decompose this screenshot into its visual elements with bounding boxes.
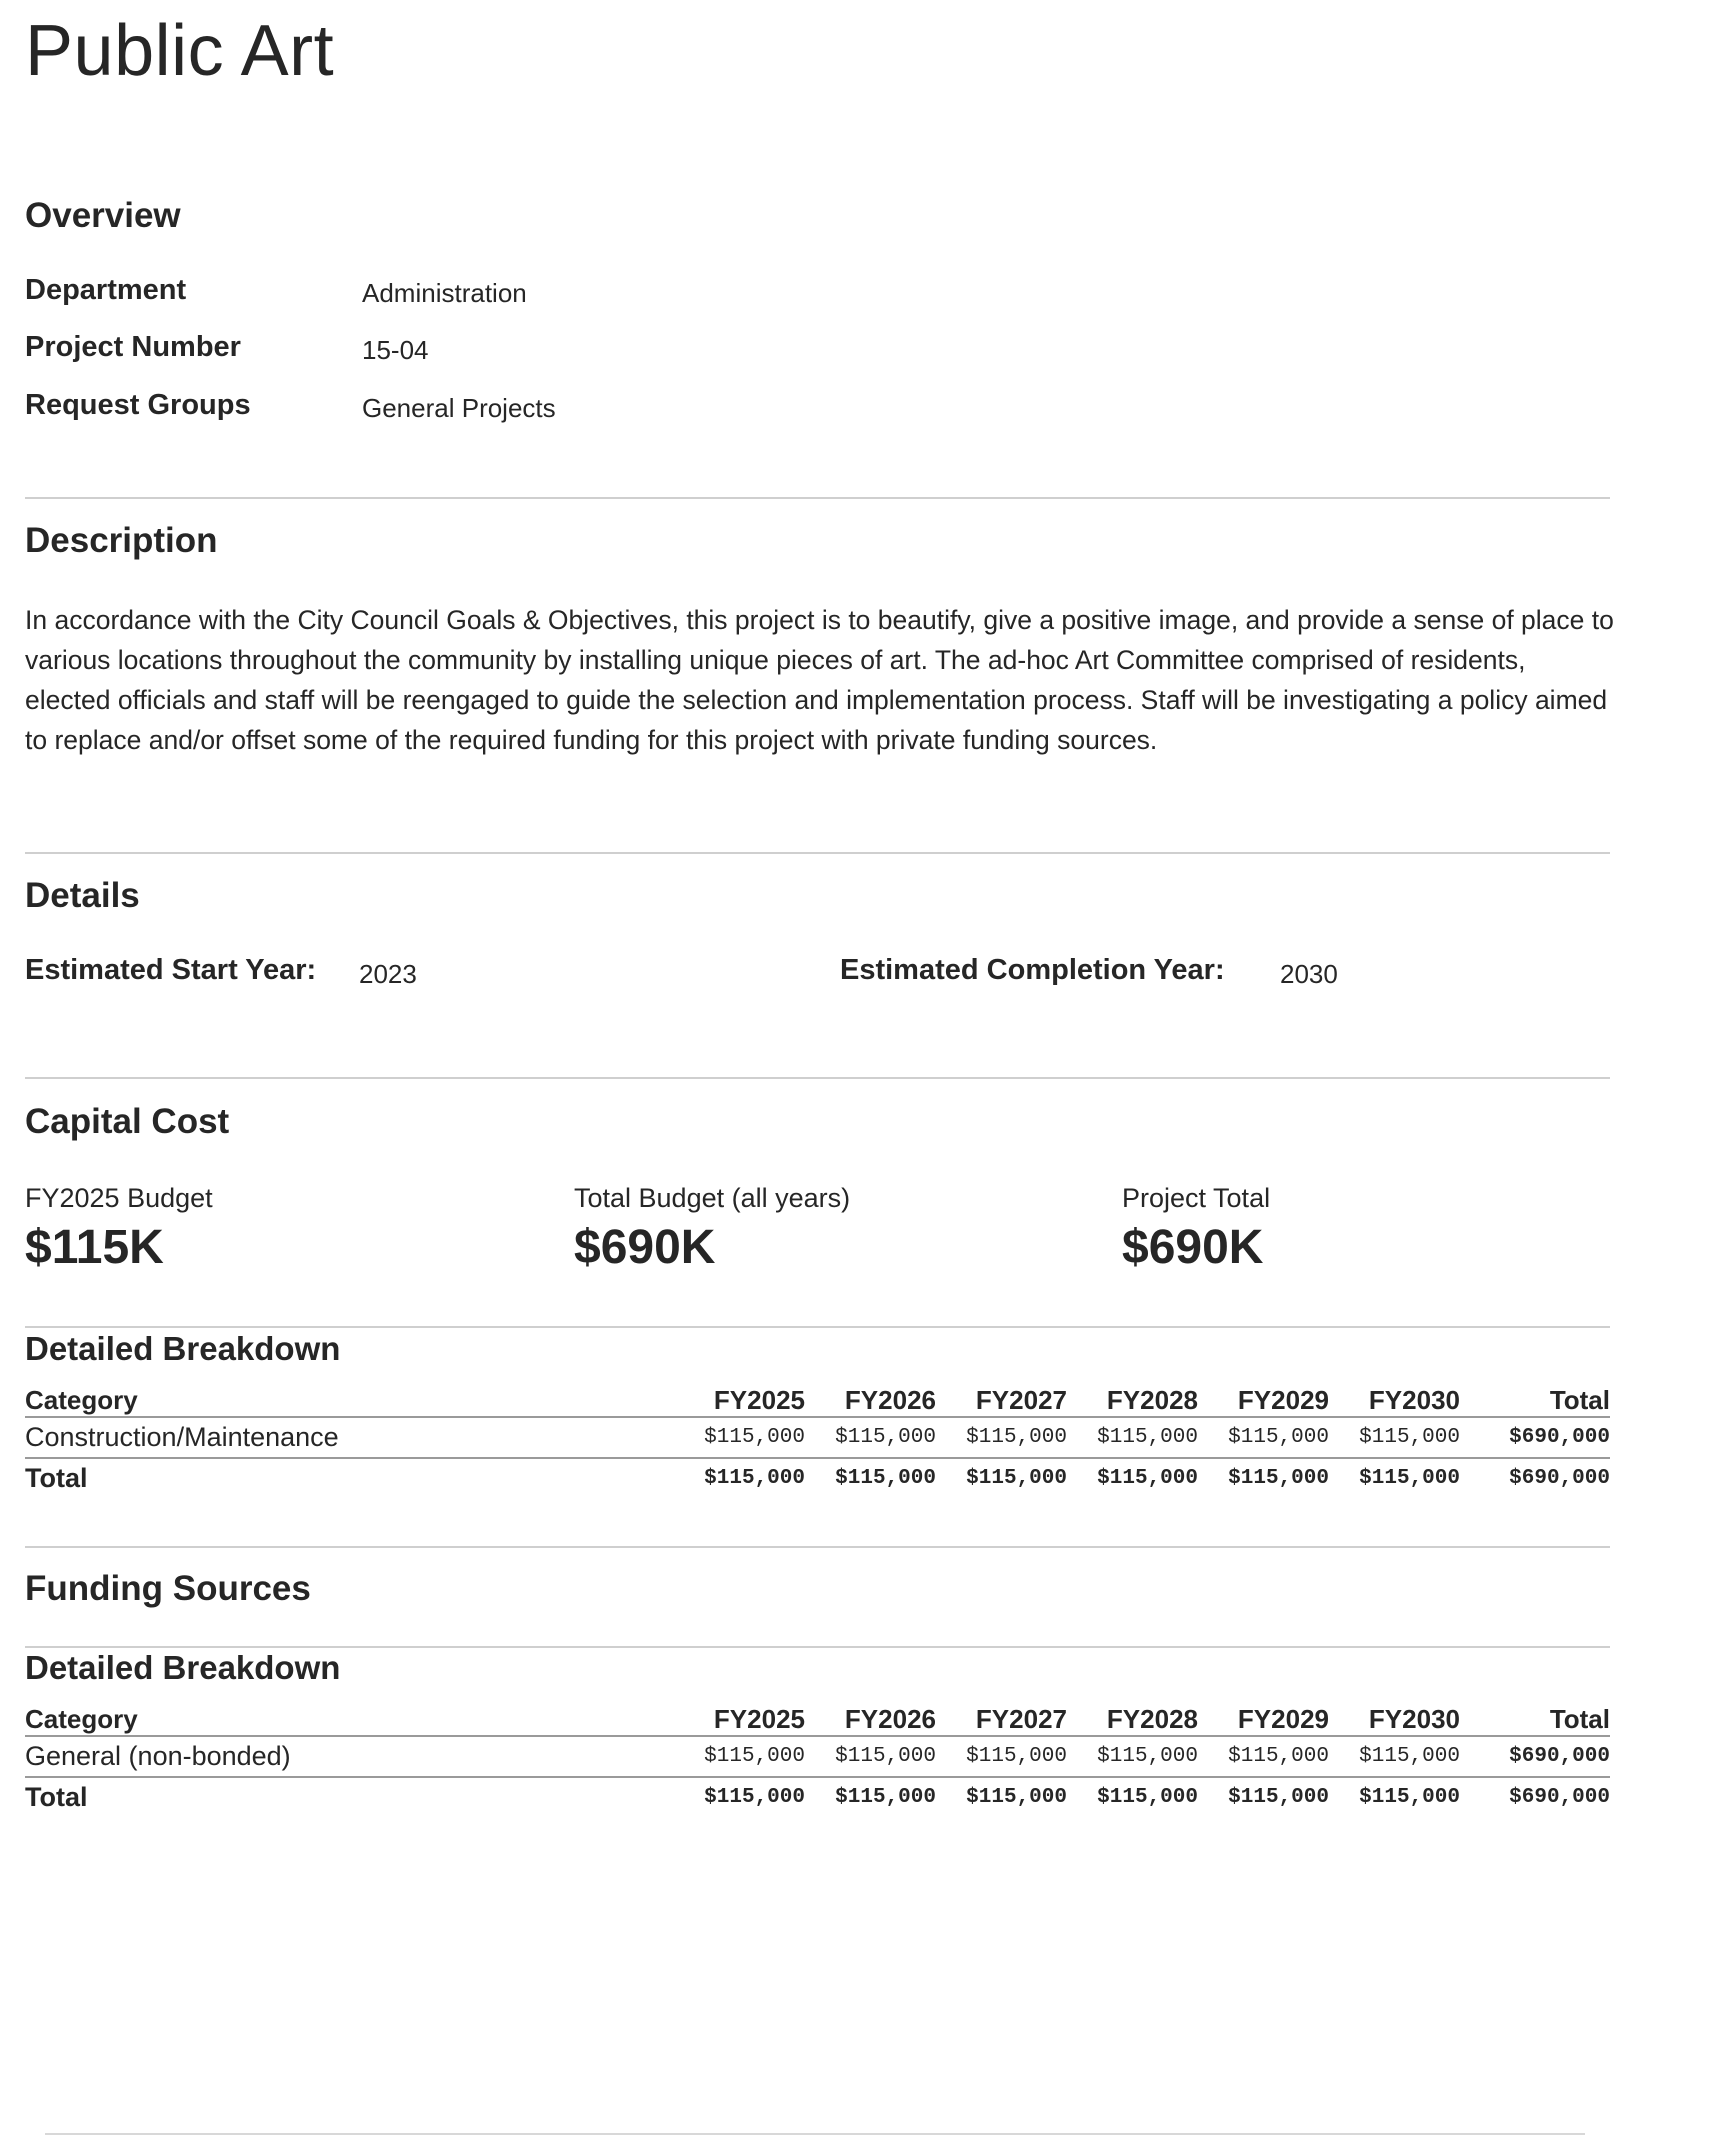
table-header-row [25,1380,1610,1417]
funding-breakdown-title: Detailed Breakdown [25,1649,341,1686]
table-cell: $115,000 [1067,1417,1198,1458]
capital-cost-heading: Capital Cost [25,1102,230,1141]
project-total-label: Project Total [1122,1183,1271,1213]
table-cell: Total [25,1782,88,1812]
department-value: Administration [362,278,527,308]
table-cell: Total [25,1463,88,1493]
column-header: FY2026 [805,1699,936,1736]
table-row [25,1736,1610,1777]
details-heading: Details [25,876,140,915]
column-header: FY2026 [805,1380,936,1417]
table-cell: $115,000 [1097,1467,1198,1490]
project-number-value: 15-04 [362,335,429,365]
table-cell: $115,000 [805,1736,936,1777]
column-header: Category [25,1380,695,1417]
request-groups-value: General Projects [362,393,556,423]
project-number-label: Project Number [25,331,241,363]
table-cell: $115,000 [1097,1786,1198,1809]
table-cell: $690,000 [1509,1786,1610,1809]
completion-year-label: Estimated Completion Year: [840,954,1225,986]
table-cell: $115,000 [966,1467,1067,1490]
fy2025-budget-value: $115K [25,1221,164,1274]
table-cell: $115,000 [1067,1736,1198,1777]
capital-breakdown-table [25,1380,1610,1498]
funding-breakdown-table [25,1699,1610,1817]
table-cell: $115,000 [936,1417,1067,1458]
table-cell: $115,000 [805,1417,936,1458]
section-divider [25,497,1610,499]
table-cell: $115,000 [835,1786,936,1809]
table-cell: $115,000 [966,1786,1067,1809]
start-year-label: Estimated Start Year: [25,954,317,986]
total-budget-label: Total Budget (all years) [574,1183,851,1213]
table-cell: $690,000 [1460,1736,1610,1777]
page-title: Public Art [25,11,335,91]
fy2025-budget-label: FY2025 Budget [25,1183,213,1213]
column-header: FY2030 [1329,1699,1460,1736]
table-cell: $115,000 [695,1736,805,1777]
table-cell: Construction/Maintenance [25,1417,695,1458]
table-cell: $690,000 [1460,1417,1610,1458]
section-divider [25,1546,1610,1548]
footer-divider [45,2133,1585,2135]
project-total-value: $690K [1122,1221,1264,1274]
table-cell: $115,000 [704,1786,805,1809]
table-cell: $115,000 [1359,1467,1460,1490]
column-header: Total [1460,1380,1610,1417]
overview-heading: Overview [25,196,181,235]
table-cell: $115,000 [695,1417,805,1458]
description-heading: Description [25,521,218,560]
column-header: FY2030 [1329,1380,1460,1417]
section-divider [25,852,1610,854]
total-budget-value: $690K [574,1221,716,1274]
description-text: In accordance with the City Council Goals & Objectives, this project is to beautify, give a positive image, and provide a sense of place to various locations throughout the community by installing unique pieces of art. The ad-hoc Art Committee comprised of residents, elected officials and staff will be reengaged to guide the selection and implementation process. Staff will be investigating a policy aimed to replace and/or offset some of the required funding for this project with private funding sources. [25,605,1614,755]
table-cell: $115,000 [1329,1417,1460,1458]
funding-sources-heading: Funding Sources [25,1569,311,1608]
table-cell: $115,000 [936,1736,1067,1777]
column-header: FY2029 [1198,1699,1329,1736]
section-divider [25,1646,1610,1648]
request-groups-label: Request Groups [25,389,251,421]
table-cell: $115,000 [1198,1736,1329,1777]
table-total-row [25,1777,1610,1817]
section-divider [25,1077,1610,1079]
table-total-row [25,1458,1610,1498]
table-cell: $115,000 [1228,1786,1329,1809]
table-row [25,1417,1610,1458]
column-header: FY2027 [936,1699,1067,1736]
completion-year-value: 2030 [1280,959,1338,989]
table-cell: $115,000 [835,1467,936,1490]
column-header: FY2025 [695,1699,805,1736]
table-cell: General (non-bonded) [25,1736,695,1777]
table-header-row [25,1699,1610,1736]
section-divider [25,1326,1610,1328]
table-cell: $690,000 [1509,1467,1610,1490]
capital-breakdown-title: Detailed Breakdown [25,1330,341,1367]
start-year-value: 2023 [359,959,417,989]
table-cell: $115,000 [1329,1736,1460,1777]
department-label: Department [25,274,187,306]
column-header: FY2028 [1067,1380,1198,1417]
column-header: Category [25,1699,695,1736]
table-cell: $115,000 [1359,1786,1460,1809]
column-header: FY2028 [1067,1699,1198,1736]
table-cell: $115,000 [1198,1417,1329,1458]
column-header: Total [1460,1699,1610,1736]
column-header: FY2027 [936,1380,1067,1417]
table-cell: $115,000 [1228,1467,1329,1490]
table-cell: $115,000 [704,1467,805,1490]
column-header: FY2029 [1198,1380,1329,1417]
column-header: FY2025 [695,1380,805,1417]
